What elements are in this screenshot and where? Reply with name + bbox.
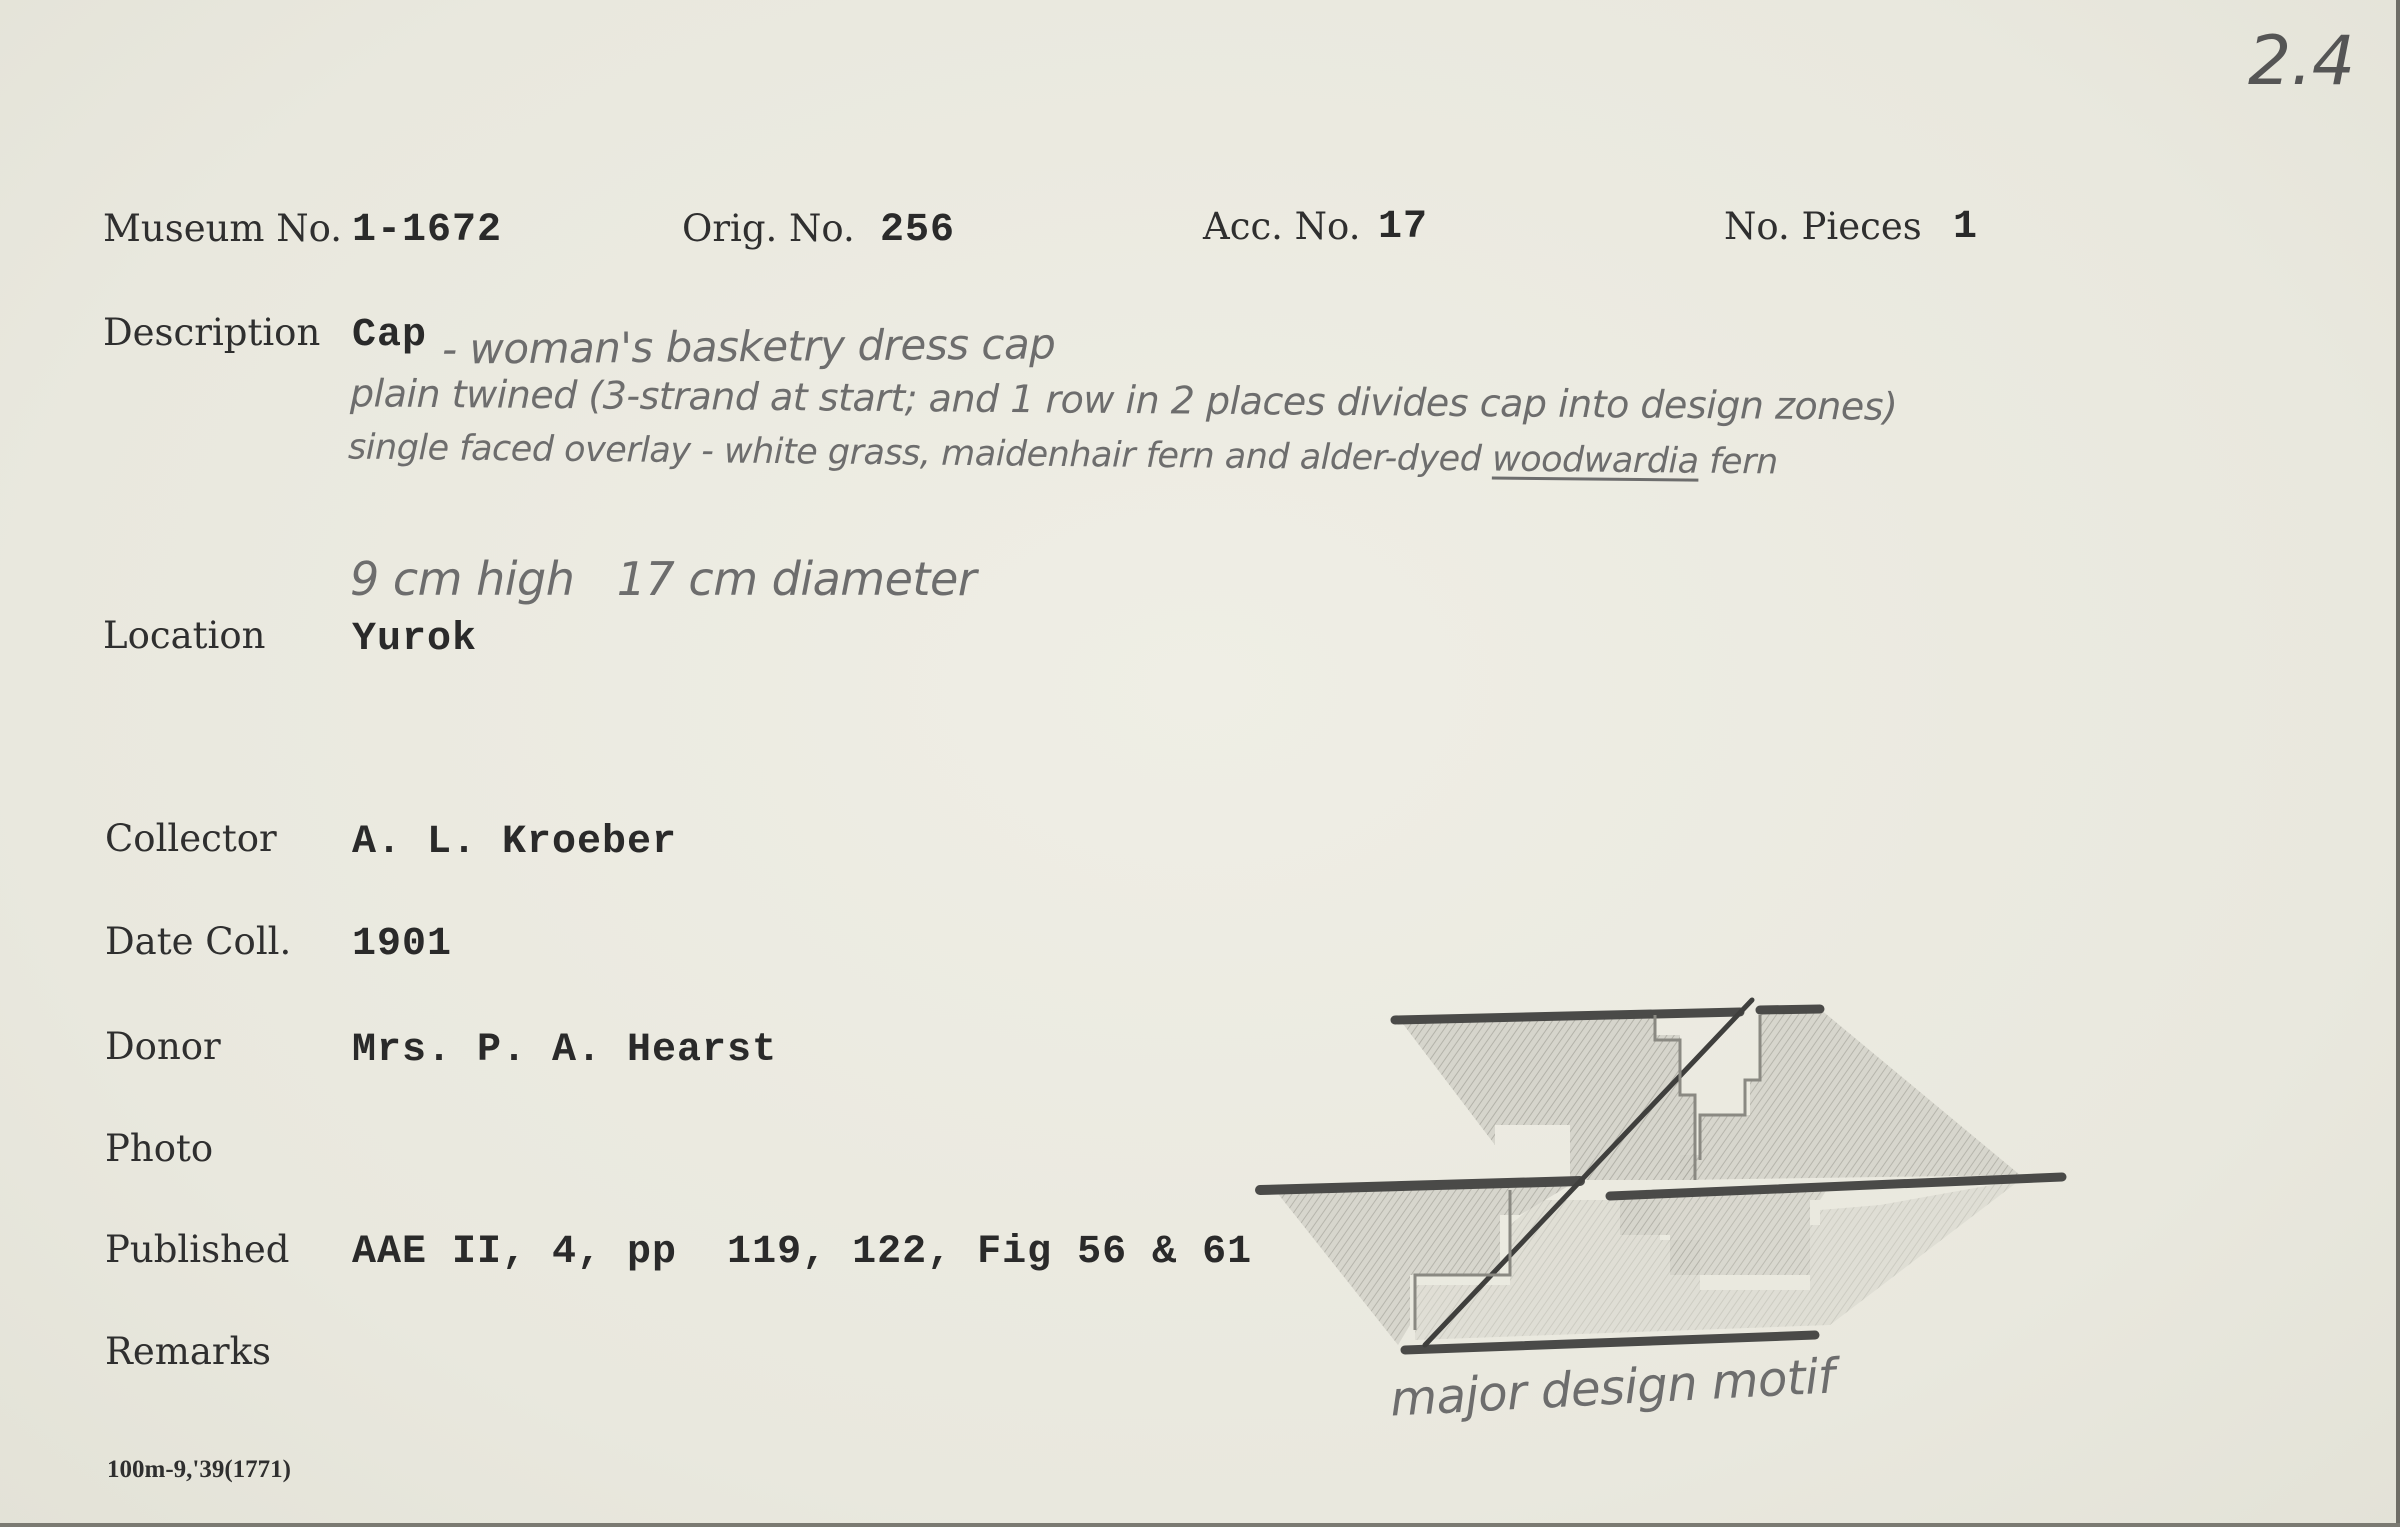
donor-value: Mrs. P. A. Hearst xyxy=(352,1028,778,1073)
footer-print-code: 100m-9,'39(1771) xyxy=(107,1456,291,1483)
published-value: AAE II, 4, pp 119, 122, Fig 56 & 61 xyxy=(352,1230,1253,1275)
sketch-caption: major design motif xyxy=(1388,1348,1836,1428)
collector-value: A. L. Kroeber xyxy=(352,820,678,865)
card-edge-shadow-right xyxy=(2396,0,2400,1527)
corner-number: 2.4 xyxy=(2248,22,2355,101)
description-hand-line-3-prefix: single faced overlay - white grass, maidenhair fern and alder-dyed xyxy=(347,427,1482,480)
acc-no-label: Acc. No. xyxy=(1203,205,1361,248)
no-pieces-label: No. Pieces xyxy=(1724,205,1922,248)
orig-no-label: Orig. No. xyxy=(682,207,855,250)
remarks-label: Remarks xyxy=(105,1330,271,1373)
description-typed: Cap xyxy=(352,313,428,358)
published-label: Published xyxy=(105,1228,290,1271)
sketch-shade-upper-left xyxy=(1400,1013,1695,1180)
design-motif-sketch xyxy=(1240,985,2080,1375)
no-pieces-value: 1 xyxy=(1953,205,1979,250)
sketch-top-bar-right xyxy=(1760,1009,1820,1010)
description-hand-line-3-suffix: fern xyxy=(1709,441,1778,483)
description-hand-line-2: plain twined (3-strand at start; and 1 row in 2 places divides cap into design zones) xyxy=(349,371,1898,429)
date-coll-label: Date Coll. xyxy=(105,920,292,963)
description-hand-line-1: - woman's basketry dress cap xyxy=(441,319,1056,374)
description-hand-line-3 xyxy=(348,428,1778,483)
description-dimensions: 9 cm high 17 cm diameter xyxy=(350,552,977,606)
sketch-top-bar-left xyxy=(1395,1012,1740,1020)
photo-label: Photo xyxy=(105,1127,214,1170)
donor-label: Donor xyxy=(105,1025,221,1068)
sketch-shade-upper-right xyxy=(1680,1009,2020,1180)
location-value: Yurok xyxy=(352,617,478,662)
museum-no-label: Museum No. xyxy=(103,207,343,250)
location-label: Location xyxy=(103,614,266,657)
description-hand-line-3-underlined: woodwardia xyxy=(1491,439,1699,482)
date-coll-value: 1901 xyxy=(352,922,453,967)
museum-no-value: 1-1672 xyxy=(352,208,503,253)
collector-label: Collector xyxy=(105,817,277,860)
acc-no-value: 17 xyxy=(1378,205,1429,250)
card-edge-shadow-bottom xyxy=(0,1523,2400,1527)
orig-no-value: 256 xyxy=(880,208,956,253)
description-label: Description xyxy=(103,311,321,354)
